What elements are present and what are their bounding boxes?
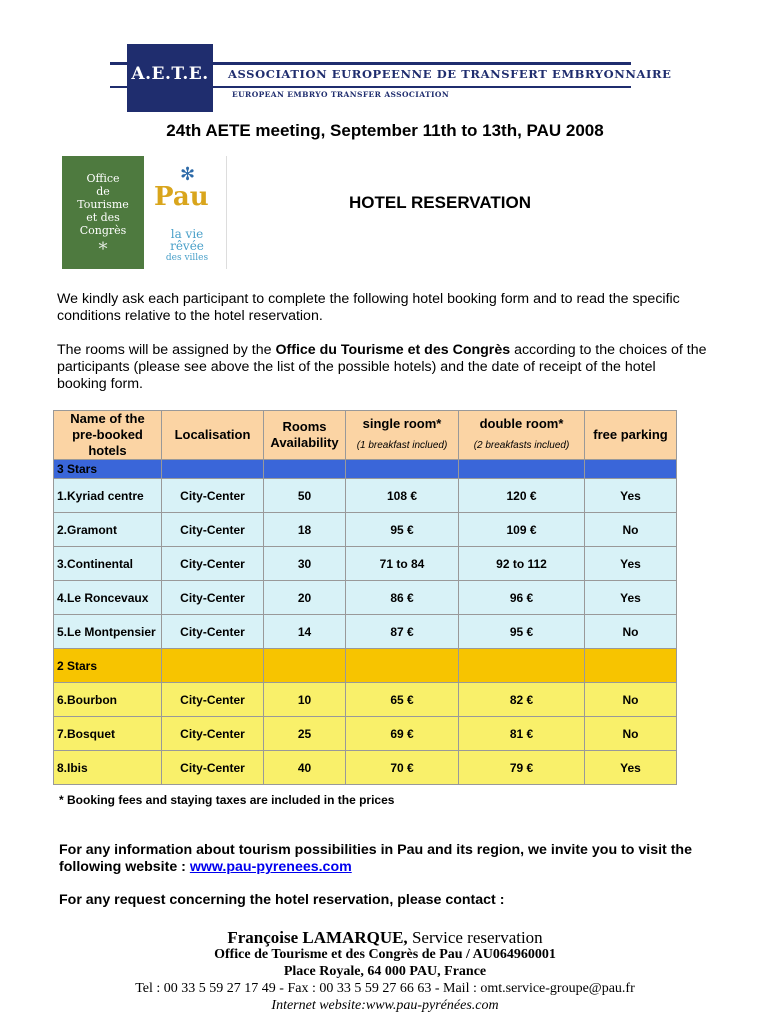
hotel-localisation: City-Center [162,615,264,649]
header-localisation: Localisation [162,411,264,460]
pau-logo-name: Pau [154,182,209,212]
hotel-double: 92 to 112 [459,547,585,581]
hotel-parking: Yes [585,751,677,785]
hotel-double: 95 € [459,615,585,649]
intro-paragraph-2 [57,342,707,393]
hotel-rooms: 30 [264,547,346,581]
pau-slogan [152,228,222,264]
pau-slogan-line: des villes [165,253,209,263]
office-logo-line: et des [86,211,120,224]
hotel-double: 120 € [459,479,585,513]
intro-p2-text: The rooms will be assigned by the [57,342,276,358]
organization-subtitle: EUROPEAN EMBRYO TRANSFER ASSOCIATION [232,90,450,99]
tourism-website-link[interactable]: www.pau-pyrenees.com [189,859,352,875]
hotel-single: 69 € [346,717,459,751]
table-row [54,615,677,649]
hotel-rooms: 20 [264,581,346,615]
hotel-name: 7.Bosquet [54,717,162,751]
aete-logo [127,44,213,112]
hotel-localisation: City-Center [162,717,264,751]
contact-office: Office de Tourisme et des Congrès de Pau / AU064960001 [214,947,556,962]
section-row-2-stars [54,649,677,683]
header-double-label: double room* [479,416,564,431]
hotel-single: 65 € [346,683,459,717]
hotel-rooms: 10 [264,683,346,717]
office-logo-line: Office [86,172,120,185]
hotel-parking: Yes [585,479,677,513]
aete-logo-initials: A.E.T.E. [131,64,209,84]
hotel-double: 81 € [459,717,585,751]
contact-address: Place Royale, 64 000 PAU, France [283,964,487,979]
contact-website: Internet website:www.pau-pyrénées.com [271,998,499,1013]
hotel-rooms: 50 [264,479,346,513]
header-single-label: single room* [362,416,442,431]
pau-slogan-line: la vie [170,227,204,241]
office-logo-line: de [96,185,110,198]
contact-phones: Tel : 00 33 5 59 27 17 49 - Fax : 00 33 5 59 27 66 63 - Mail : omt.service-groupe@pau.fr [135,981,635,996]
hotel-name: 1.Kyriad centre [54,479,162,513]
intro-paragraph-1: We kindly ask each participant to complete the following hotel booking form and to read the specific conditions relative to the hotel reservation. [57,291,680,324]
header-parking: free parking [585,411,677,460]
hotel-localisation: City-Center [162,683,264,717]
hotel-single: 86 € [346,581,459,615]
contact-intro: For any request concerning the hotel reservation, please contact : [59,892,505,908]
hotel-table [53,410,677,785]
hotel-localisation: City-Center [162,547,264,581]
section-row-3-stars [54,460,677,479]
hotel-single: 95 € [346,513,459,547]
table-row [54,547,677,581]
hotel-double: 79 € [459,751,585,785]
header-rooms: Rooms Availability [264,411,346,460]
hotel-parking: No [585,513,677,547]
organization-name: ASSOCIATION EUROPEENNE DE TRANSFERT EMBRYONNAIRE [228,67,672,81]
header-single [346,411,459,460]
intro-p2-bold: Office du Tourisme et des Congrès [275,342,511,358]
hotel-double: 109 € [459,513,585,547]
meeting-title: 24th AETE meeting, September 11th to 13th, PAU 2008 [166,121,604,140]
office-tourisme-logo [62,156,144,269]
hotel-name: 6.Bourbon [54,683,162,717]
tourism-info-text: For any information about tourism possibilities in Pau and its region, we invite you to visit the following website : [59,842,692,875]
hotel-single: 108 € [346,479,459,513]
header-double [459,411,585,460]
section-label: 3 Stars [54,460,162,479]
hotel-single: 87 € [346,615,459,649]
hotel-name: 8.Ibis [54,751,162,785]
hotel-localisation: City-Center [162,751,264,785]
hotel-parking: Yes [585,581,677,615]
table-row [54,479,677,513]
header-single-note: (1 breakfast inclued) [356,440,448,451]
header-name: Name of the pre-booked hotels [54,411,162,460]
section-label: 2 Stars [54,649,162,683]
pau-logo [146,156,227,269]
hotel-rooms: 14 [264,615,346,649]
section-title: HOTEL RESERVATION [349,193,531,212]
table-row [54,717,677,751]
hotel-rooms: 18 [264,513,346,547]
hotel-name: 4.Le Roncevaux [54,581,162,615]
tourism-info [59,842,719,876]
hotel-localisation: City-Center [162,513,264,547]
header-double-note: (2 breakfasts inclued) [473,440,570,451]
star-icon: * [98,239,108,260]
hotel-rooms: 25 [264,717,346,751]
table-row [54,513,677,547]
hotel-parking: Yes [585,547,677,581]
price-footnote: * Booking fees and staying taxes are included in the prices [59,793,395,807]
hotel-localisation: City-Center [162,479,264,513]
table-row [54,581,677,615]
hotel-name: 5.Le Montpensier [54,615,162,649]
hotel-parking: No [585,717,677,751]
intro-p2-text: according to the choices of the participants (please see above the list of the possible hotels) and the date of receipt of the hotel booking form. [57,342,707,392]
hotel-single: 70 € [346,751,459,785]
hotel-double: 82 € [459,683,585,717]
hotel-rooms: 40 [264,751,346,785]
office-logo-line: Congrès [79,224,127,237]
contact-person [0,928,770,948]
contact-role: Service reservation [407,928,543,947]
contact-name: Françoise LAMARQUE, [227,928,408,947]
hotel-double: 96 € [459,581,585,615]
office-logo-line: Tourisme [77,198,129,211]
hotel-parking: No [585,615,677,649]
hotel-localisation: City-Center [162,581,264,615]
table-header-row [54,411,677,460]
hotel-parking: No [585,683,677,717]
palm-icon: ✻ [180,164,196,184]
table-row [54,683,677,717]
hotel-name: 2.Gramont [54,513,162,547]
table-row [54,751,677,785]
pau-slogan-line: rêvée [170,239,204,253]
hotel-name: 3.Continental [54,547,162,581]
hotel-single: 71 to 84 [346,547,459,581]
